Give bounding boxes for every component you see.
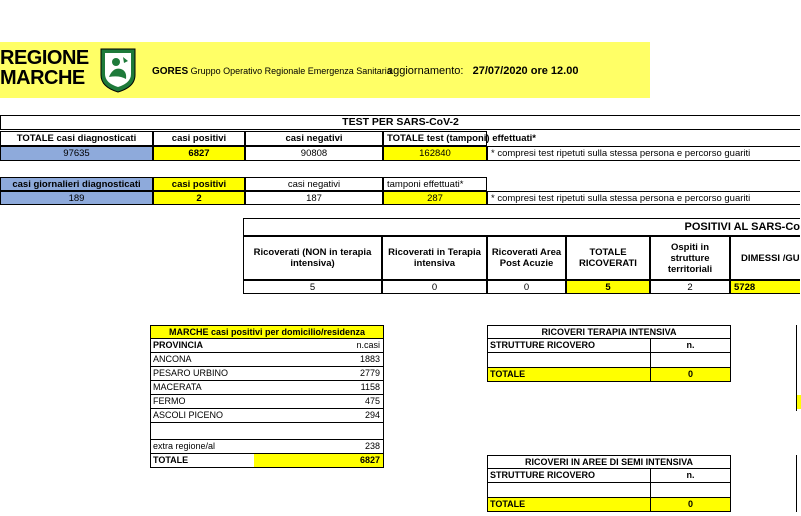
- icu-table-header: [487, 339, 731, 353]
- icu-table-title: RICOVERI TERAPIA INTENSIVA: [487, 325, 731, 339]
- positives-section-title: POSITIVI AL SARS-Co: [243, 218, 800, 236]
- province-total-value: 6827: [254, 454, 383, 467]
- daily-value-diagnosed: 189: [0, 191, 153, 205]
- daily-header-diagnosed: casi giornalieri diagnosticati: [0, 177, 153, 191]
- province-table-title: MARCHE casi positivi per domicilio/residenza: [150, 325, 384, 339]
- province-cases: 475: [364, 396, 380, 406]
- table-row: [150, 353, 384, 367]
- icu-empty-row: [487, 353, 731, 368]
- update-label: aggiornamento:: [387, 65, 464, 77]
- province-name: FERMO: [153, 396, 186, 406]
- province-cases: 1883: [359, 354, 380, 364]
- semi-icu-count-header: n.: [650, 469, 730, 482]
- province-cases: 294: [364, 410, 380, 420]
- extra-region-label: extra regione/al: [153, 441, 216, 451]
- daily-header-negative: casi negativi: [245, 177, 383, 191]
- positives-header-icu: Ricoverati in Terapia intensiva: [382, 236, 487, 280]
- update-info: [387, 65, 578, 77]
- icu-total-label: TOTALE: [490, 369, 526, 379]
- daily-value-tests: 287: [383, 191, 487, 205]
- totals-note: * compresi test ripetuti sulla stessa persona e percorso guariti: [487, 146, 800, 161]
- icu-empty-cell: [650, 353, 730, 367]
- positives-value-hospitalized: 5: [243, 280, 382, 294]
- semi-icu-total-row: [487, 498, 731, 512]
- province-name: PESARO URBINO: [153, 368, 229, 378]
- icu-structure-header: STRUTTURE RICOVERO: [490, 340, 596, 350]
- region-logo-text: [0, 48, 96, 88]
- extra-region-cases: 238: [364, 441, 380, 451]
- gores-abbr: GORES: [152, 66, 189, 77]
- table-row: [150, 381, 384, 395]
- semi-icu-table-title: RICOVERI IN AREE DI SEMI INTENSIVA: [487, 455, 731, 469]
- icu-total-value: 0: [650, 368, 730, 381]
- positives-header-post-acute: Ricoverati Area Post Acuzie: [487, 236, 566, 280]
- totals-header-negative: casi negativi: [245, 131, 383, 146]
- totals-value-negative: 90808: [245, 146, 383, 161]
- positives-value-discharged: 5728: [730, 280, 800, 294]
- positives-header-hospitalized: Ricoverati (NON in terapia intensiva): [243, 236, 382, 280]
- totals-header-tests: TOTALE test (tamponi) effettuati*: [383, 131, 487, 146]
- gores-heading: [152, 66, 392, 77]
- positives-value-icu: 0: [382, 280, 487, 294]
- daily-header-positive: casi positivi: [153, 177, 245, 191]
- positives-header-discharged: DIMESSI /GU: [730, 236, 800, 280]
- totals-value-diagnosed: 97635: [0, 146, 153, 161]
- province-name: MACERATA: [153, 382, 202, 392]
- province-name: ASCOLI PICENO: [153, 410, 224, 420]
- positives-value-total: 5: [566, 280, 650, 294]
- daily-note: * compresi test ripetuti sulla stessa persona e percorso guariti: [487, 191, 800, 205]
- province-name: ANCONA: [153, 354, 192, 364]
- table-row: [150, 440, 384, 454]
- province-table-header: [150, 339, 384, 353]
- table-row-empty: [150, 423, 384, 440]
- totals-value-tests: 162840: [383, 146, 487, 161]
- update-value: 27/07/2020 ore 12.00: [472, 65, 579, 77]
- icu-count-header: n.: [650, 339, 730, 352]
- table-row: [150, 409, 384, 423]
- gores-full-name: Gruppo Operativo Regionale Emergenza Sanitaria: [190, 66, 392, 76]
- test-section-title: TEST PER SARS-CoV-2: [0, 115, 800, 130]
- semi-icu-table-header: [487, 469, 731, 483]
- positives-value-territorial: 2: [650, 280, 730, 294]
- totals-header-diagnosed: TOTALE casi diagnosticati: [0, 131, 153, 146]
- semi-icu-total-value: 0: [650, 498, 730, 511]
- partial-table-edge-lower: [796, 455, 800, 512]
- daily-header-tests: tamponi effettuati*: [383, 177, 487, 191]
- semi-icu-empty-cell: [650, 483, 730, 497]
- semi-icu-structure-header: STRUTTURE RICOVERO: [490, 470, 596, 480]
- positives-header-total: TOTALE RICOVERATI: [566, 236, 650, 280]
- province-total-label: TOTALE: [153, 455, 189, 465]
- positives-value-post-acute: 0: [487, 280, 566, 294]
- table-row: [150, 395, 384, 409]
- logo-line-2: MARCHE: [0, 67, 85, 89]
- partial-table-edge: [796, 325, 800, 411]
- semi-icu-total-label: TOTALE: [490, 499, 526, 509]
- province-cases: 2779: [359, 368, 380, 378]
- totals-header-positive: casi positivi: [153, 131, 245, 146]
- positives-header-territorial: Ospiti in strutture territoriali: [650, 236, 730, 280]
- table-row: [150, 367, 384, 381]
- province-total-row: [150, 454, 384, 468]
- semi-icu-empty-row: [487, 483, 731, 498]
- province-cases: 1158: [360, 382, 380, 392]
- province-col-header: PROVINCIA: [153, 340, 204, 350]
- cases-col-header: n.casi: [356, 340, 380, 350]
- partial-table-highlight: [797, 395, 801, 409]
- totals-value-positive: 6827: [153, 146, 245, 161]
- daily-value-negative: 187: [245, 191, 383, 205]
- daily-value-positive: 2: [153, 191, 245, 205]
- icu-total-row: [487, 368, 731, 382]
- logo-line-1: REGIONE: [0, 47, 89, 69]
- region-emblem-icon: [99, 47, 137, 93]
